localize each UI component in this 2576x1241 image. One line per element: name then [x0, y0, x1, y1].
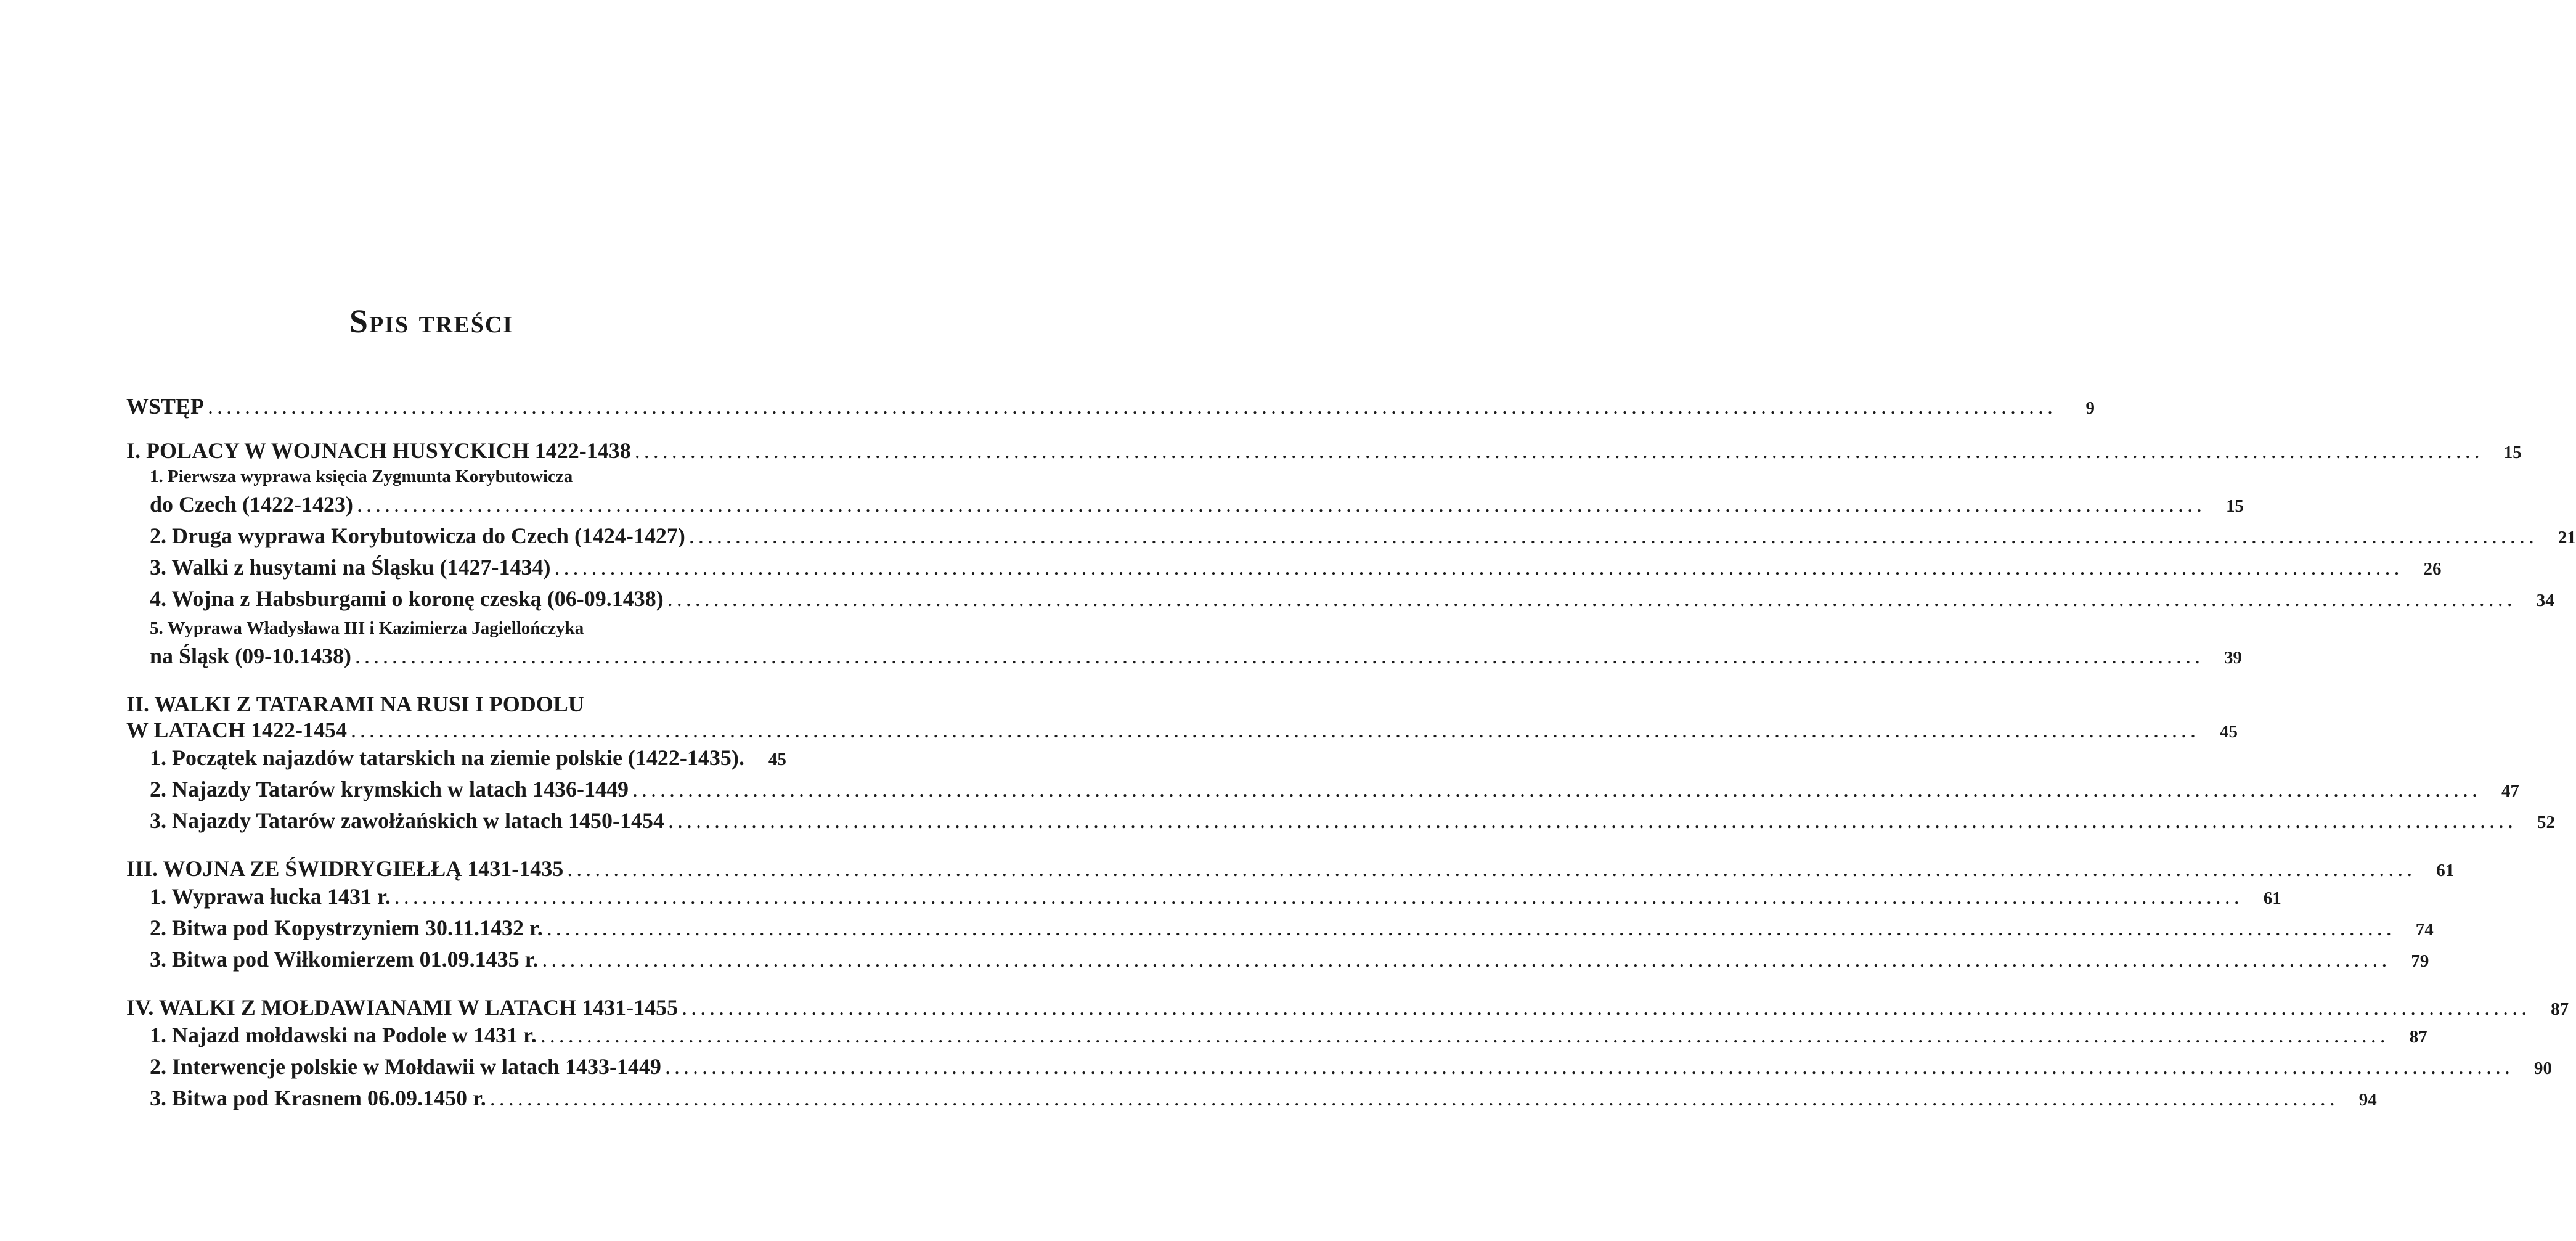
section-row	[150, 584, 2554, 615]
chapter-title-line: II. WALKI Z TATARAMI NA RUSI I PODOLU	[126, 692, 584, 716]
section-title-line: 5. Wyprawa Władysława III i Kazimierza Jagiellończyka	[150, 618, 584, 638]
page-title: Spis treści	[349, 303, 514, 340]
dot-leader: ........................................................................................................................................................................................................	[682, 995, 2531, 1020]
section-entry	[126, 913, 2434, 944]
section-entry	[126, 944, 2429, 976]
toc-page-number: 34	[2536, 591, 2554, 610]
section-row	[150, 521, 2576, 552]
dot-leader: ........................................................................................................................................................................................................	[688, 523, 2538, 548]
dot-leader: ........................................................................................................................................................................................................	[489, 1086, 2339, 1110]
dot-leader: ........................................................................................................................................................................................................	[667, 586, 2516, 611]
section-title: 2. Najazdy Tatarów krymskich w latach 1436-1449	[150, 777, 629, 801]
section-entry	[126, 774, 2520, 806]
section-entry	[126, 806, 2555, 837]
chapter-row	[126, 717, 2238, 743]
section-entry	[126, 882, 2281, 913]
toc-page-number: 87	[2551, 999, 2569, 1019]
toc-page-number: 15	[2225, 496, 2244, 516]
toc-page-number: 15	[2503, 443, 2522, 462]
section-entry	[126, 1052, 2552, 1083]
dot-leader: ........................................................................................................................................................................................................	[540, 1023, 2389, 1047]
toc-chapter	[126, 691, 2555, 837]
toc-label: WSTĘP	[126, 394, 205, 419]
toc-page-number: 52	[2537, 813, 2555, 832]
section-title: 2. Druga wyprawa Korybutowicza do Czech (1424-1427)	[150, 523, 685, 548]
section-entry	[126, 552, 2442, 584]
section-row	[150, 913, 2434, 944]
section-entry	[126, 521, 2576, 552]
section-row	[150, 552, 2442, 584]
section-entry	[126, 464, 2244, 521]
section-title: 3. Walki z husytami na Śląsku (1427-1434)	[150, 555, 551, 580]
section-row	[150, 641, 2243, 673]
chapter-title: IV. WALKI Z MOŁDAWIANAMI W LATACH 1431-1455	[126, 995, 679, 1020]
toc-page-number: 61	[2436, 861, 2455, 880]
section-title: 2. Bitwa pod Kopystrzyniem 30.11.1432 r.	[150, 915, 543, 940]
section-title: do Czech (1422-1423)	[150, 492, 353, 517]
section-row	[150, 882, 2281, 913]
section-title: 2. Interwencje polskie w Mołdawii w latach 1433-1449	[150, 1054, 661, 1079]
section-row	[150, 489, 2244, 521]
section-title: 1. Wyprawa łucka 1431 r.	[150, 884, 391, 909]
table-of-contents	[126, 393, 2576, 1115]
toc-page-number: 9	[2085, 398, 2095, 418]
dot-leader: ........................................................................................................................................................................................................	[394, 884, 2243, 909]
toc-row	[126, 393, 2095, 419]
chapter-title: III. WOJNA ZE ŚWIDRYGIEŁŁĄ 1431-1435	[126, 856, 564, 881]
section-row	[150, 1020, 2427, 1052]
toc-page-number: 90	[2533, 1059, 2552, 1078]
chapter-row	[126, 856, 2455, 882]
toc-page-number: 61	[2263, 888, 2281, 908]
section-title: 3. Bitwa pod Krasnem 06.09.1450 r.	[150, 1086, 486, 1110]
section-row	[150, 1052, 2552, 1083]
section-title-line: 1. Pierwsza wyprawa księcia Zygmunta Korybutowicza	[150, 467, 573, 486]
toc-page-number: 45	[768, 750, 786, 769]
section-title: 4. Wojna z Habsburgami o koronę czeską (06-09.1438)	[150, 586, 664, 611]
dot-leader: ........................................................................................................................................................................................................	[664, 1054, 2514, 1079]
chapter-row	[126, 438, 2522, 464]
section-title: 1. Początek najazdów tatarskich na ziemie polskie (1422-1435).	[150, 745, 744, 770]
toc-page-number: 79	[2411, 951, 2429, 971]
section-title: 1. Najazd mołdawski na Podole w 1431 r.	[150, 1023, 537, 1047]
section-row	[150, 806, 2555, 837]
section-row	[150, 743, 786, 774]
toc-page-number: 39	[2224, 648, 2243, 668]
section-row	[150, 1083, 2377, 1115]
toc-page-number: 47	[2501, 781, 2520, 801]
toc-page-number: 26	[2423, 559, 2442, 579]
dot-leader: ........................................................................................................................................................................................................	[634, 438, 2484, 463]
dot-leader: ........................................................................................................................................................................................................	[351, 718, 2200, 742]
section-title: 3. Bitwa pod Wiłkomierzem 01.09.1435 r.	[150, 947, 539, 972]
section-title: 3. Najazdy Tatarów zawołżańskich w latach 1450-1454	[150, 808, 664, 833]
section-entry	[126, 743, 786, 774]
toc-page-number: 74	[2415, 920, 2434, 940]
section-entry	[126, 1020, 2427, 1052]
dot-leader: ........................................................................................................................................................................................................	[542, 947, 2391, 972]
toc-page-number: 45	[2220, 722, 2238, 742]
dot-leader: ........................................................................................................................................................................................................	[632, 777, 2482, 801]
section-row	[150, 774, 2520, 806]
dot-leader: ........................................................................................................................................................................................................	[668, 808, 2517, 833]
chapter-title: I. POLACY W WOJNACH HUSYCKICH 1422-1438	[126, 438, 631, 463]
section-title: na Śląsk (09-10.1438)	[150, 644, 352, 668]
section-entry	[126, 1083, 2377, 1115]
dot-leader: ........................................................................................................................................................................................................	[546, 915, 2395, 940]
toc-intro	[126, 393, 2095, 419]
section-entry	[126, 584, 2554, 615]
toc-chapter	[126, 438, 2576, 673]
dot-leader: ........................................................................................................................................................................................................	[356, 492, 2206, 517]
dot-leader: ........................................................................................................................................................................................................	[567, 856, 2416, 881]
section-row	[150, 944, 2429, 976]
chapter-row	[126, 994, 2569, 1020]
toc-chapter	[126, 994, 2569, 1115]
dot-leader: ........................................................................................................................................................................................................	[208, 394, 2057, 419]
chapter-title: W LATACH 1422-1454	[126, 718, 348, 742]
toc-page-number: 21	[2558, 528, 2576, 547]
section-entry	[126, 615, 2243, 673]
dot-leader: ........................................................................................................................................................................................................	[355, 644, 2204, 668]
toc-page-number: 94	[2358, 1090, 2377, 1110]
dot-leader: ........................................................................................................................................................................................................	[554, 555, 2403, 580]
toc-chapter	[126, 856, 2455, 976]
toc-page-number: 87	[2409, 1027, 2427, 1047]
